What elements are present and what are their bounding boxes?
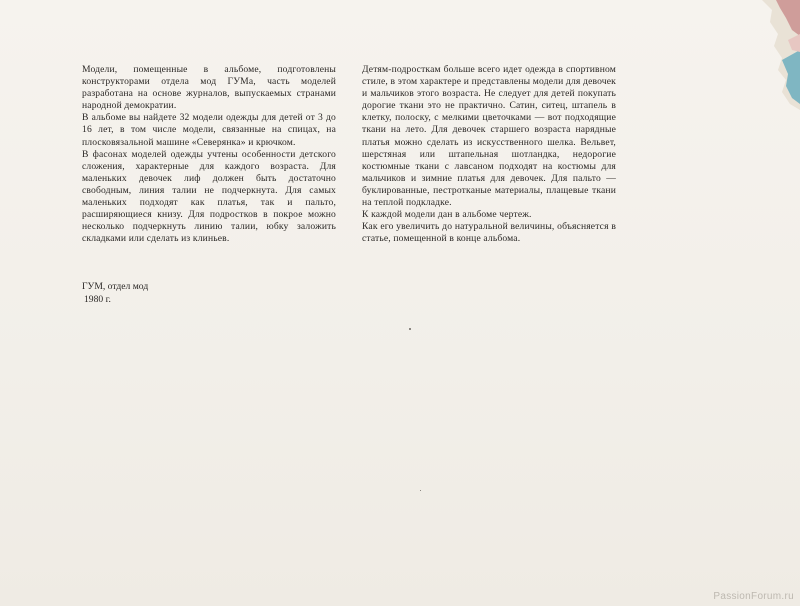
signature-organization: ГУМ, отдел мод bbox=[82, 281, 149, 292]
right-text-column bbox=[362, 64, 616, 245]
left-paragraph-2: В альбоме вы найдете 32 модели одежды для детей от 3 до 16 лет, в том числе модели, связанные на спицах, на плосковязальной машине «Северянка» и крючком. bbox=[82, 112, 336, 148]
paper-speck bbox=[420, 490, 421, 491]
torn-corner-decoration bbox=[752, 0, 800, 110]
left-paragraph-3: В фасонах моделей одежды учтены особенности детского сложения, характерные для каждого возраста. Для маленьких девочек лиф должен быть достаточно свободным, линия талии не подчеркнута. Для самых маленьких подходят как платья, так и пальто, расширяющиеся книзу. Для подростков в покрое можно несколько подчеркнуть линию талии, юбку заложить складками или сделать из клиньев. bbox=[82, 148, 336, 245]
signature-year: 1980 г. bbox=[84, 293, 111, 305]
signature-block bbox=[82, 281, 148, 306]
left-text-column bbox=[82, 64, 336, 245]
watermark-text: PassionForum.ru bbox=[713, 591, 794, 602]
right-paragraph-1: Детям-подросткам больше всего идет одежда в спортивном стиле, в этом характере и представлены модели для девочек и мальчиков этого возраста. Не следует для детей покупать дорогие ткани это не практично. Сатин, ситец, штапель в клетку, полоску, с мелкими цветочками — вот подходящие ткани на лето. Для девочек старшего возраста нарядные платья можно сделать из искусственного шелка. Вельвет, шерстяная или штапельная шотландка, недорогие костюмные ткани с лавсаном подходят на костюмы для мальчиков и зимние платья для девочек. Для пальто — буклированные, пестротканые материалы, плащевые ткани на теплой подкладке. bbox=[362, 64, 616, 209]
right-paragraph-3: Как его увеличить до натуральной величины, объясняется в статье, помещенной в конце альбома. bbox=[362, 221, 616, 245]
left-paragraph-1: Модели, помещенные в альбоме, подготовлены конструкторами отдела мод ГУМа, часть моделей разработана на основе журналов, выпускаемых странами народной демократии. bbox=[82, 64, 336, 112]
paper-speck bbox=[409, 328, 411, 330]
right-paragraph-2: К каждой модели дан в альбоме чертеж. bbox=[362, 209, 532, 221]
